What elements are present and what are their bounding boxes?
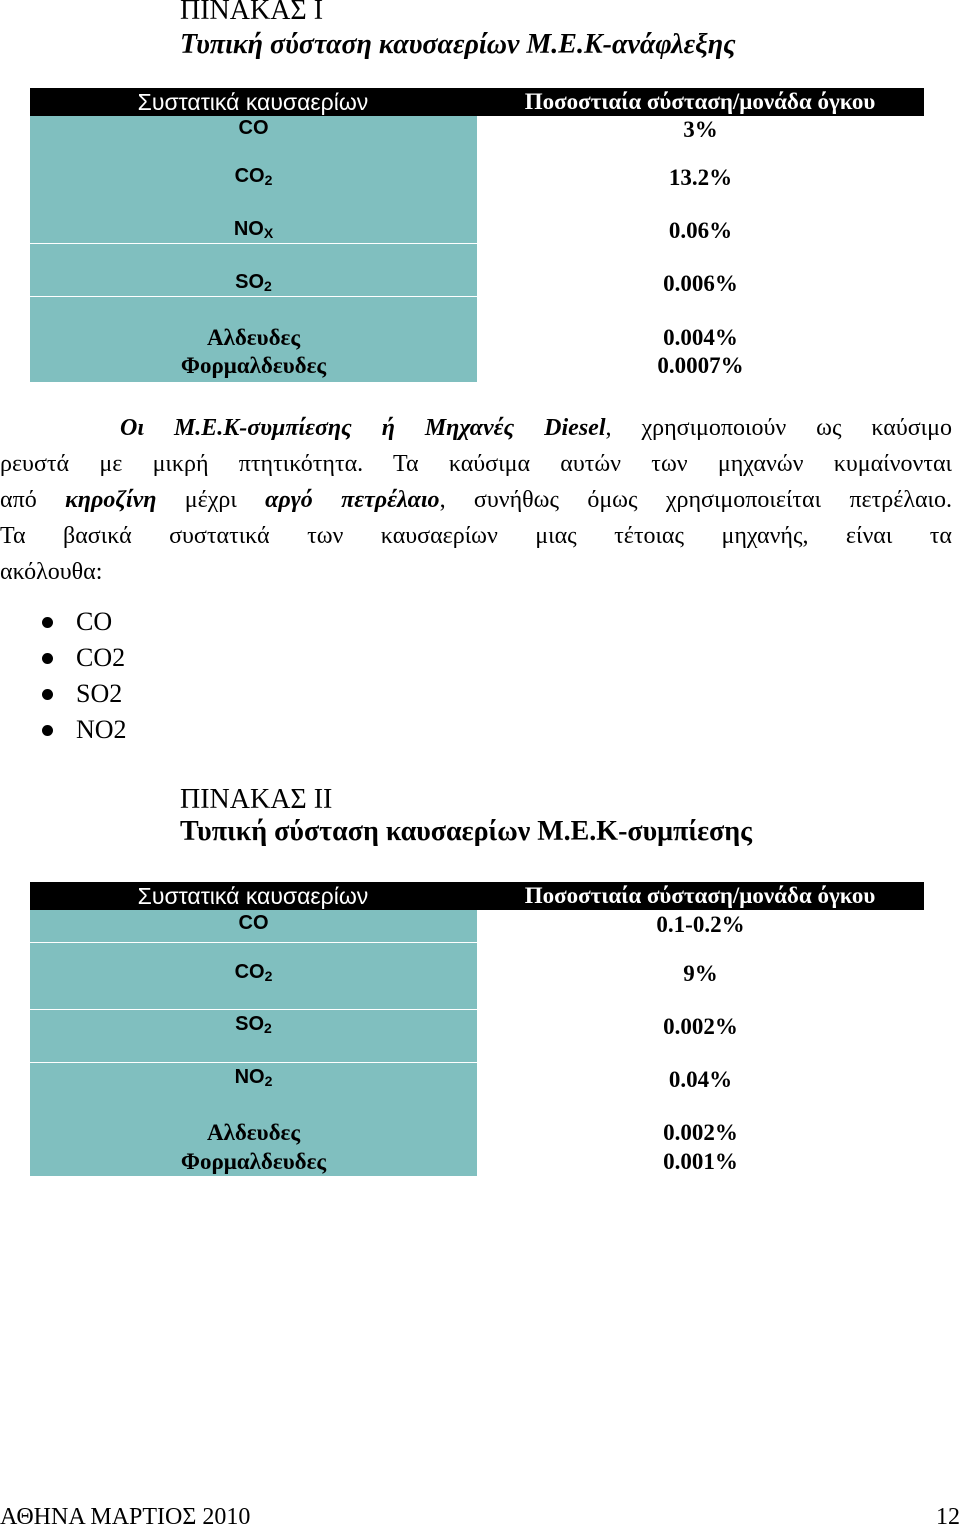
list-item: SO2 bbox=[36, 676, 127, 712]
table2-component: $SO_2$ bbox=[235, 1013, 272, 1036]
bullet-icon bbox=[42, 725, 53, 736]
footer-location-date: ΑΘΗΝΑ ΜΑΡΤΙΟΣ 2010 bbox=[0, 1504, 251, 1530]
table2-value: 0.002% bbox=[663, 1120, 738, 1145]
table2 bbox=[30, 882, 924, 1176]
table2-component: Φορμαλδευδες bbox=[180, 1149, 327, 1174]
list-item: CO2 bbox=[36, 640, 127, 676]
table1-component: $NO_X$ bbox=[233, 218, 274, 241]
table1-header-components: Συστατικά καυσαερίων bbox=[137, 89, 369, 115]
paragraph-line: Τα βασικά συστατικά των καυσαερίων μιας τέτοιας μηχανής, είναι τα bbox=[0, 523, 952, 549]
table1-value: 0.004% bbox=[663, 325, 738, 350]
table2-component: Αλδευδες bbox=[206, 1120, 301, 1145]
table2-value: 0.002% bbox=[663, 1014, 738, 1039]
table2-component: $NO_2$ bbox=[234, 1066, 273, 1089]
table1-header bbox=[30, 88, 924, 116]
paragraph-line: ρευστά με μικρή πτητικότητα. Τα καύσιμα αυτών των μηχανών κυμαίνονται bbox=[0, 451, 952, 477]
page-number: 12 bbox=[936, 1504, 960, 1530]
table1-header-percentage: Ποσοστιαία σύσταση/μονάδα όγκου bbox=[524, 89, 876, 114]
table1-component: Φορμαλδευδες bbox=[180, 353, 327, 378]
list-item: NO2 bbox=[36, 712, 127, 748]
table2-component: $CO_2$ bbox=[234, 961, 273, 984]
bullet-icon bbox=[42, 653, 53, 664]
table2-header-percentage: Ποσοστιαία σύσταση/μονάδα όγκου bbox=[524, 883, 876, 908]
table1-component: $SO_2$ bbox=[235, 271, 272, 294]
table2-value: 0.001% bbox=[663, 1149, 738, 1174]
paragraph-line: από κηροζίνη μέχρι αργό πετρέλαιο, συνήθως όμως χρησιμοποιείται πετρέλαιο. bbox=[0, 487, 952, 513]
table1-component: $CO_2$ bbox=[234, 165, 273, 188]
table2-row-divider bbox=[30, 1009, 477, 1010]
table2-value: 0.1-0.2% bbox=[656, 912, 745, 937]
bullet-icon bbox=[42, 617, 53, 628]
table2-header-components: Συστατικά καυσαερίων bbox=[137, 883, 369, 909]
list-item: CO bbox=[36, 604, 127, 640]
table1-value: 13.2% bbox=[668, 165, 733, 190]
table1-value: 0.0007% bbox=[657, 353, 744, 378]
table1-component: Αλδευδες bbox=[206, 325, 301, 350]
table1-subtitle: Τυπική σύσταση καυσαερίων Μ.Ε.Κ-ανάφλεξης bbox=[180, 29, 736, 60]
table1-value: 0.006% bbox=[663, 271, 738, 296]
body-paragraph bbox=[0, 410, 952, 590]
table2-component: CO bbox=[238, 912, 269, 934]
table2-value: 0.04% bbox=[668, 1067, 733, 1092]
table2-subtitle: Τυπική σύσταση καυσαερίων Μ.Ε.Κ-συμπίεσης bbox=[180, 816, 752, 847]
table1-title: ΠΙΝΑΚΑΣ Ι bbox=[180, 0, 324, 26]
table2-row-divider bbox=[30, 942, 477, 943]
table1-value: 3% bbox=[683, 117, 718, 142]
table2-row-divider bbox=[30, 1062, 477, 1063]
bullet-icon bbox=[42, 689, 53, 700]
table2-value: 9% bbox=[683, 961, 718, 986]
table1-component: CO bbox=[238, 117, 269, 139]
table2-title: ΠΙΝΑΚΑΣ ΙΙ bbox=[180, 784, 333, 815]
table2-header bbox=[30, 882, 924, 910]
table1-value: 0.06% bbox=[668, 218, 733, 243]
paragraph-line: Οι Μ.Ε.Κ-συμπίεσης ή Μηχανές Diesel, χρησιμοποιούν ως καύσιμο bbox=[120, 415, 952, 441]
paragraph-line: ακόλουθα: bbox=[0, 559, 103, 585]
table1 bbox=[30, 88, 924, 382]
exhaust-components-list bbox=[36, 604, 127, 748]
